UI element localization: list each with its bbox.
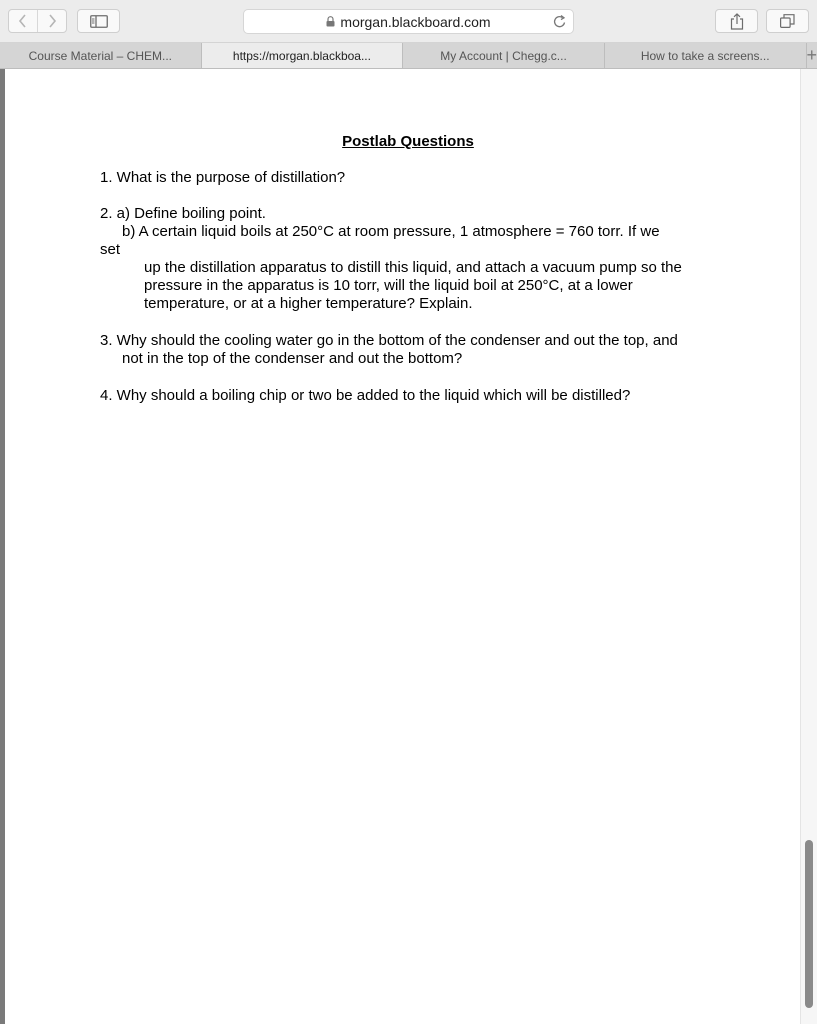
new-tab-button[interactable]: +	[806, 45, 817, 65]
question-2a: 2. a) Define boiling point.	[100, 205, 266, 222]
sidebar-icon	[90, 15, 108, 28]
question-3-line-2: not in the top of the condenser and out the bottom?	[122, 350, 463, 367]
lock-icon	[326, 16, 335, 27]
back-button[interactable]	[9, 10, 37, 32]
tabs-overview-icon	[780, 14, 795, 28]
question-4: 4. Why should a boiling chip or two be added to the liquid which will be distilled?	[100, 387, 631, 404]
share-icon	[730, 13, 744, 30]
tab-blackboard[interactable]: https://morgan.blackboa...	[202, 43, 404, 68]
tab-bar	[0, 43, 817, 69]
tab-course-material[interactable]: Course Material – CHEM...	[0, 43, 202, 68]
window-edge	[0, 69, 5, 1024]
scrollbar-thumb[interactable]	[805, 840, 813, 1008]
forward-button[interactable]	[37, 10, 66, 32]
tab-chegg-account[interactable]: My Account | Chegg.c...	[403, 43, 605, 68]
share-button[interactable]	[715, 9, 758, 33]
question-1: 1. What is the purpose of distillation?	[100, 169, 346, 186]
address-bar[interactable]	[243, 9, 574, 34]
url-text: morgan.blackboard.com	[340, 13, 491, 30]
question-2b-line-4: temperature, or at a higher temperature? Explain.	[144, 295, 473, 312]
tab-screenshot-howto[interactable]: How to take a screens...	[605, 43, 807, 68]
question-2b-wrap: set	[100, 241, 121, 258]
sidebar-button[interactable]	[77, 9, 120, 33]
question-2b-line-1: b) A certain liquid boils at 250°C at room pressure, 1 atmosphere = 760 torr. If we	[122, 223, 660, 240]
page-content	[0, 69, 817, 1024]
question-2b-line-3: pressure in the apparatus is 10 torr, will the liquid boil at 250°C, at a lower	[144, 277, 633, 294]
chevron-left-icon	[18, 14, 28, 28]
browser-toolbar	[0, 0, 817, 43]
chevron-right-icon	[47, 14, 57, 28]
question-2b-line-2: up the distillation apparatus to distill this liquid, and attach a vacuum pump so the	[144, 259, 682, 276]
document-title: Postlab Questions	[342, 133, 474, 150]
reload-icon[interactable]	[553, 14, 567, 32]
navigation-buttons	[8, 9, 67, 33]
show-tabs-button[interactable]	[766, 9, 809, 33]
question-3-line-1: 3. Why should the cooling water go in the bottom of the condenser and out the top, and	[100, 332, 678, 349]
